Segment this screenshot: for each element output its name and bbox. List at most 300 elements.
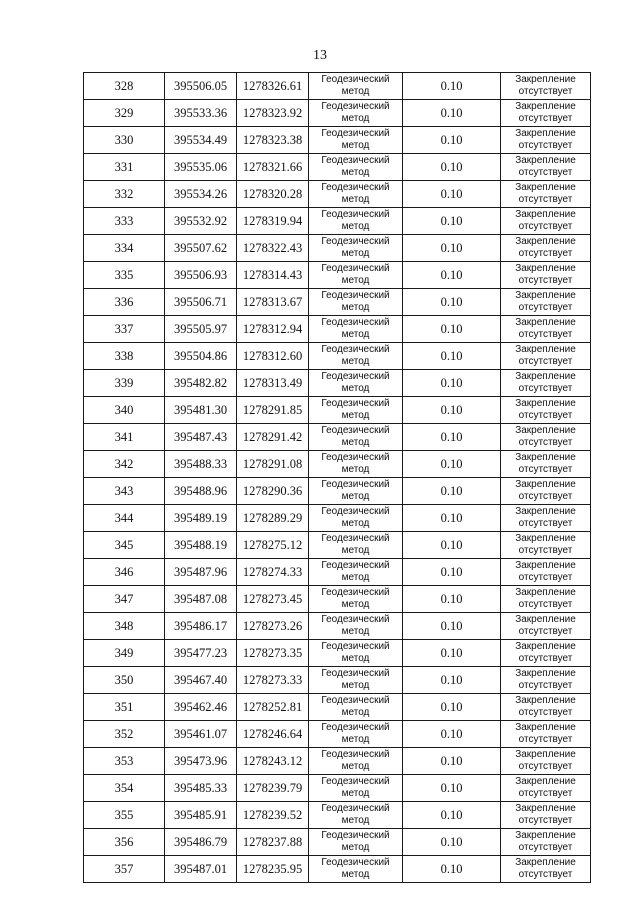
method-line-1: Геодезический bbox=[321, 344, 390, 355]
table-row bbox=[84, 667, 591, 694]
coordinate-x-cell: 395486.79 bbox=[165, 829, 237, 856]
fixing-line-1: Закрепление bbox=[515, 425, 576, 436]
fixing-line-1: Закрепление bbox=[515, 236, 576, 247]
accuracy-cell: 0.10 bbox=[403, 397, 501, 424]
table-row bbox=[84, 613, 591, 640]
fixing-cell bbox=[501, 478, 591, 505]
fixing-line-1: Закрепление bbox=[515, 776, 576, 787]
coordinate-y-cell: 1278291.85 bbox=[237, 397, 309, 424]
coordinate-x-cell: 395505.97 bbox=[165, 316, 237, 343]
method-line-2: метод bbox=[341, 464, 370, 475]
coordinate-x-cell: 395507.62 bbox=[165, 235, 237, 262]
point-number-cell: 332 bbox=[84, 181, 165, 208]
fixing-line-2: отсутствует bbox=[518, 410, 573, 421]
coordinate-y-cell: 1278291.08 bbox=[237, 451, 309, 478]
method-cell bbox=[309, 505, 403, 532]
fixing-line-1: Закрепление bbox=[515, 560, 576, 571]
fixing-line-1: Закрепление bbox=[515, 128, 576, 139]
method-line-1: Геодезический bbox=[321, 641, 390, 652]
accuracy-cell: 0.10 bbox=[403, 586, 501, 613]
fixing-line-2: отсутствует bbox=[518, 464, 573, 475]
accuracy-cell: 0.10 bbox=[403, 424, 501, 451]
table-row bbox=[84, 586, 591, 613]
accuracy-cell: 0.10 bbox=[403, 829, 501, 856]
method-cell bbox=[309, 451, 403, 478]
method-line-1: Геодезический bbox=[321, 668, 390, 679]
method-cell bbox=[309, 154, 403, 181]
table-row bbox=[84, 505, 591, 532]
point-number-cell: 350 bbox=[84, 667, 165, 694]
method-line-1: Геодезический bbox=[321, 533, 390, 544]
accuracy-cell: 0.10 bbox=[403, 856, 501, 883]
method-line-1: Геодезический bbox=[321, 209, 390, 220]
fixing-line-2: отсутствует bbox=[518, 194, 573, 205]
coordinate-x-cell: 395488.96 bbox=[165, 478, 237, 505]
fixing-line-1: Закрепление bbox=[515, 101, 576, 112]
coordinate-x-cell: 395532.92 bbox=[165, 208, 237, 235]
fixing-line-1: Закрепление bbox=[515, 803, 576, 814]
coordinate-y-cell: 1278252.81 bbox=[237, 694, 309, 721]
fixing-line-1: Закрепление bbox=[515, 641, 576, 652]
fixing-line-1: Закрепление bbox=[515, 263, 576, 274]
fixing-cell bbox=[501, 262, 591, 289]
method-cell bbox=[309, 343, 403, 370]
fixing-cell bbox=[501, 667, 591, 694]
fixing-line-2: отсутствует bbox=[518, 302, 573, 313]
method-cell bbox=[309, 289, 403, 316]
fixing-line-1: Закрепление bbox=[515, 695, 576, 706]
fixing-cell bbox=[501, 316, 591, 343]
accuracy-cell: 0.10 bbox=[403, 505, 501, 532]
table-row bbox=[84, 181, 591, 208]
point-number-cell: 329 bbox=[84, 100, 165, 127]
accuracy-cell: 0.10 bbox=[403, 775, 501, 802]
table-row bbox=[84, 343, 591, 370]
fixing-line-2: отсутствует bbox=[518, 842, 573, 853]
table-row bbox=[84, 316, 591, 343]
fixing-line-2: отсутствует bbox=[518, 113, 573, 124]
fixing-line-1: Закрепление bbox=[515, 155, 576, 166]
method-cell bbox=[309, 397, 403, 424]
table-row bbox=[84, 127, 591, 154]
accuracy-cell: 0.10 bbox=[403, 235, 501, 262]
method-line-2: метод bbox=[341, 275, 370, 286]
coordinate-y-cell: 1278312.60 bbox=[237, 343, 309, 370]
method-line-2: метод bbox=[341, 707, 370, 718]
fixing-cell bbox=[501, 289, 591, 316]
fixing-line-2: отсутствует bbox=[518, 599, 573, 610]
accuracy-cell: 0.10 bbox=[403, 316, 501, 343]
coordinate-x-cell: 395533.36 bbox=[165, 100, 237, 127]
fixing-line-1: Закрепление bbox=[515, 317, 576, 328]
coordinate-x-cell: 395504.86 bbox=[165, 343, 237, 370]
method-line-2: метод bbox=[341, 491, 370, 502]
fixing-line-1: Закрепление bbox=[515, 587, 576, 598]
table-row bbox=[84, 559, 591, 586]
method-cell bbox=[309, 559, 403, 586]
method-cell bbox=[309, 694, 403, 721]
table-row bbox=[84, 289, 591, 316]
fixing-line-2: отсутствует bbox=[518, 437, 573, 448]
fixing-cell bbox=[501, 451, 591, 478]
fixing-line-1: Закрепление bbox=[515, 749, 576, 760]
method-line-2: метод bbox=[341, 140, 370, 151]
table-row bbox=[84, 208, 591, 235]
method-line-2: метод bbox=[341, 86, 370, 97]
fixing-line-2: отсутствует bbox=[518, 248, 573, 259]
method-line-2: метод bbox=[341, 194, 370, 205]
point-number-cell: 330 bbox=[84, 127, 165, 154]
coordinate-x-cell: 395534.49 bbox=[165, 127, 237, 154]
accuracy-cell: 0.10 bbox=[403, 100, 501, 127]
point-number-cell: 341 bbox=[84, 424, 165, 451]
point-number-cell: 356 bbox=[84, 829, 165, 856]
fixing-cell bbox=[501, 208, 591, 235]
coordinate-x-cell: 395461.07 bbox=[165, 721, 237, 748]
method-line-2: метод bbox=[341, 383, 370, 394]
accuracy-cell: 0.10 bbox=[403, 667, 501, 694]
fixing-line-1: Закрепление bbox=[515, 533, 576, 544]
accuracy-cell: 0.10 bbox=[403, 748, 501, 775]
table-row bbox=[84, 721, 591, 748]
fixing-cell bbox=[501, 748, 591, 775]
point-number-cell: 342 bbox=[84, 451, 165, 478]
fixing-line-1: Закрепление bbox=[515, 344, 576, 355]
method-line-2: метод bbox=[341, 842, 370, 853]
fixing-line-1: Закрепление bbox=[515, 830, 576, 841]
coordinate-y-cell: 1278313.67 bbox=[237, 289, 309, 316]
method-cell bbox=[309, 667, 403, 694]
accuracy-cell: 0.10 bbox=[403, 802, 501, 829]
accuracy-cell: 0.10 bbox=[403, 721, 501, 748]
point-number-cell: 331 bbox=[84, 154, 165, 181]
method-cell bbox=[309, 235, 403, 262]
fixing-cell bbox=[501, 343, 591, 370]
coordinate-x-cell: 395506.93 bbox=[165, 262, 237, 289]
point-number-cell: 348 bbox=[84, 613, 165, 640]
method-cell bbox=[309, 640, 403, 667]
point-number-cell: 343 bbox=[84, 478, 165, 505]
method-line-2: метод bbox=[341, 734, 370, 745]
coordinate-y-cell: 1278312.94 bbox=[237, 316, 309, 343]
accuracy-cell: 0.10 bbox=[403, 262, 501, 289]
method-line-2: метод bbox=[341, 437, 370, 448]
coordinate-y-cell: 1278323.92 bbox=[237, 100, 309, 127]
fixing-cell bbox=[501, 802, 591, 829]
coordinate-x-cell: 395482.82 bbox=[165, 370, 237, 397]
fixing-line-2: отсутствует bbox=[518, 680, 573, 691]
method-line-2: метод bbox=[341, 572, 370, 583]
fixing-line-1: Закрепление bbox=[515, 182, 576, 193]
method-cell bbox=[309, 748, 403, 775]
method-line-2: метод bbox=[341, 248, 370, 259]
fixing-cell bbox=[501, 532, 591, 559]
method-line-2: метод bbox=[341, 599, 370, 610]
coordinate-y-cell: 1278275.12 bbox=[237, 532, 309, 559]
coordinate-x-cell: 395488.19 bbox=[165, 532, 237, 559]
method-line-1: Геодезический bbox=[321, 398, 390, 409]
coordinate-x-cell: 395467.40 bbox=[165, 667, 237, 694]
fixing-line-1: Закрепление bbox=[515, 857, 576, 868]
fixing-cell bbox=[501, 694, 591, 721]
fixing-line-2: отсутствует bbox=[518, 572, 573, 583]
fixing-line-2: отсутствует bbox=[518, 815, 573, 826]
table-row bbox=[84, 100, 591, 127]
point-number-cell: 347 bbox=[84, 586, 165, 613]
accuracy-cell: 0.10 bbox=[403, 73, 501, 100]
fixing-cell bbox=[501, 613, 591, 640]
method-line-1: Геодезический bbox=[321, 614, 390, 625]
method-line-2: метод bbox=[341, 167, 370, 178]
accuracy-cell: 0.10 bbox=[403, 370, 501, 397]
method-line-1: Геодезический bbox=[321, 236, 390, 247]
table-row bbox=[84, 532, 591, 559]
accuracy-cell: 0.10 bbox=[403, 343, 501, 370]
point-number-cell: 340 bbox=[84, 397, 165, 424]
fixing-line-1: Закрепление bbox=[515, 506, 576, 517]
table-row bbox=[84, 640, 591, 667]
fixing-line-2: отсутствует bbox=[518, 221, 573, 232]
method-line-1: Геодезический bbox=[321, 695, 390, 706]
coordinate-x-cell: 395489.19 bbox=[165, 505, 237, 532]
method-cell bbox=[309, 73, 403, 100]
method-line-1: Геодезический bbox=[321, 452, 390, 463]
coordinate-y-cell: 1278273.33 bbox=[237, 667, 309, 694]
page-number: 13 bbox=[313, 48, 327, 63]
fixing-line-2: отсутствует bbox=[518, 626, 573, 637]
method-line-1: Геодезический bbox=[321, 155, 390, 166]
fixing-line-2: отсутствует bbox=[518, 383, 573, 394]
coordinate-y-cell: 1278313.49 bbox=[237, 370, 309, 397]
fixing-line-1: Закрепление bbox=[515, 209, 576, 220]
accuracy-cell: 0.10 bbox=[403, 181, 501, 208]
table-row bbox=[84, 775, 591, 802]
method-line-2: метод bbox=[341, 869, 370, 880]
table-row bbox=[84, 856, 591, 883]
coordinate-x-cell: 395487.01 bbox=[165, 856, 237, 883]
method-line-2: метод bbox=[341, 653, 370, 664]
coordinate-y-cell: 1278235.95 bbox=[237, 856, 309, 883]
coordinate-y-cell: 1278246.64 bbox=[237, 721, 309, 748]
fixing-cell bbox=[501, 235, 591, 262]
fixing-cell bbox=[501, 181, 591, 208]
method-line-1: Геодезический bbox=[321, 749, 390, 760]
coordinate-x-cell: 395534.26 bbox=[165, 181, 237, 208]
method-line-1: Геодезический bbox=[321, 479, 390, 490]
fixing-line-2: отсутствует bbox=[518, 86, 573, 97]
method-line-1: Геодезический bbox=[321, 263, 390, 274]
fixing-cell bbox=[501, 100, 591, 127]
fixing-line-2: отсутствует bbox=[518, 140, 573, 151]
accuracy-cell: 0.10 bbox=[403, 289, 501, 316]
method-line-1: Геодезический bbox=[321, 128, 390, 139]
method-cell bbox=[309, 424, 403, 451]
method-line-1: Геодезический bbox=[321, 587, 390, 598]
point-number-cell: 357 bbox=[84, 856, 165, 883]
method-cell bbox=[309, 316, 403, 343]
accuracy-cell: 0.10 bbox=[403, 208, 501, 235]
point-number-cell: 333 bbox=[84, 208, 165, 235]
method-cell bbox=[309, 100, 403, 127]
point-number-cell: 339 bbox=[84, 370, 165, 397]
method-line-2: метод bbox=[341, 356, 370, 367]
method-line-1: Геодезический bbox=[321, 803, 390, 814]
method-cell bbox=[309, 127, 403, 154]
fixing-cell bbox=[501, 721, 591, 748]
accuracy-cell: 0.10 bbox=[403, 694, 501, 721]
fixing-line-2: отсутствует bbox=[518, 356, 573, 367]
coordinate-x-cell: 395487.08 bbox=[165, 586, 237, 613]
coordinate-x-cell: 395506.05 bbox=[165, 73, 237, 100]
fixing-line-2: отсутствует bbox=[518, 761, 573, 772]
fixing-cell bbox=[501, 397, 591, 424]
table-row bbox=[84, 451, 591, 478]
method-cell bbox=[309, 208, 403, 235]
accuracy-cell: 0.10 bbox=[403, 127, 501, 154]
method-line-2: метод bbox=[341, 815, 370, 826]
table-row bbox=[84, 424, 591, 451]
fixing-cell bbox=[501, 424, 591, 451]
method-line-2: метод bbox=[341, 761, 370, 772]
method-line-2: метод bbox=[341, 221, 370, 232]
method-cell bbox=[309, 829, 403, 856]
point-number-cell: 334 bbox=[84, 235, 165, 262]
point-number-cell: 338 bbox=[84, 343, 165, 370]
coordinate-x-cell: 395485.33 bbox=[165, 775, 237, 802]
method-cell bbox=[309, 802, 403, 829]
fixing-line-1: Закрепление bbox=[515, 452, 576, 463]
table-row bbox=[84, 370, 591, 397]
point-number-cell: 355 bbox=[84, 802, 165, 829]
table-row bbox=[84, 397, 591, 424]
method-cell bbox=[309, 613, 403, 640]
coordinate-x-cell: 395487.43 bbox=[165, 424, 237, 451]
method-line-1: Геодезический bbox=[321, 74, 390, 85]
coordinates-table bbox=[83, 72, 591, 883]
fixing-line-1: Закрепление bbox=[515, 371, 576, 382]
method-line-2: метод bbox=[341, 788, 370, 799]
method-line-2: метод bbox=[341, 410, 370, 421]
coordinate-x-cell: 395481.30 bbox=[165, 397, 237, 424]
fixing-line-2: отсутствует bbox=[518, 788, 573, 799]
point-number-cell: 337 bbox=[84, 316, 165, 343]
table-row bbox=[84, 478, 591, 505]
method-cell bbox=[309, 478, 403, 505]
coordinate-y-cell: 1278314.43 bbox=[237, 262, 309, 289]
method-line-1: Геодезический bbox=[321, 317, 390, 328]
coordinate-y-cell: 1278320.28 bbox=[237, 181, 309, 208]
accuracy-cell: 0.10 bbox=[403, 613, 501, 640]
table-row bbox=[84, 829, 591, 856]
coordinate-y-cell: 1278239.79 bbox=[237, 775, 309, 802]
coordinate-x-cell: 395487.96 bbox=[165, 559, 237, 586]
method-line-1: Геодезический bbox=[321, 857, 390, 868]
coordinate-y-cell: 1278273.26 bbox=[237, 613, 309, 640]
accuracy-cell: 0.10 bbox=[403, 532, 501, 559]
accuracy-cell: 0.10 bbox=[403, 154, 501, 181]
coordinate-y-cell: 1278290.36 bbox=[237, 478, 309, 505]
table-row bbox=[84, 235, 591, 262]
method-line-1: Геодезический bbox=[321, 722, 390, 733]
coordinate-y-cell: 1278322.43 bbox=[237, 235, 309, 262]
point-number-cell: 328 bbox=[84, 73, 165, 100]
fixing-cell bbox=[501, 127, 591, 154]
point-number-cell: 351 bbox=[84, 694, 165, 721]
fixing-cell bbox=[501, 73, 591, 100]
method-line-2: метод bbox=[341, 626, 370, 637]
method-line-2: метод bbox=[341, 302, 370, 313]
coordinate-y-cell: 1278289.29 bbox=[237, 505, 309, 532]
method-line-1: Геодезический bbox=[321, 425, 390, 436]
fixing-line-2: отсутствует bbox=[518, 707, 573, 718]
point-number-cell: 345 bbox=[84, 532, 165, 559]
coordinate-y-cell: 1278273.35 bbox=[237, 640, 309, 667]
point-number-cell: 353 bbox=[84, 748, 165, 775]
fixing-line-2: отсутствует bbox=[518, 653, 573, 664]
coordinate-x-cell: 395506.71 bbox=[165, 289, 237, 316]
coordinate-y-cell: 1278321.66 bbox=[237, 154, 309, 181]
table-row bbox=[84, 748, 591, 775]
method-line-2: метод bbox=[341, 329, 370, 340]
fixing-line-2: отсутствует bbox=[518, 518, 573, 529]
fixing-line-1: Закрепление bbox=[515, 398, 576, 409]
fixing-cell bbox=[501, 370, 591, 397]
method-cell bbox=[309, 181, 403, 208]
fixing-line-2: отсутствует bbox=[518, 545, 573, 556]
method-line-1: Геодезический bbox=[321, 560, 390, 571]
point-number-cell: 335 bbox=[84, 262, 165, 289]
method-line-1: Геодезический bbox=[321, 101, 390, 112]
point-number-cell: 344 bbox=[84, 505, 165, 532]
accuracy-cell: 0.10 bbox=[403, 559, 501, 586]
coordinate-y-cell: 1278323.38 bbox=[237, 127, 309, 154]
fixing-cell bbox=[501, 640, 591, 667]
point-number-cell: 354 bbox=[84, 775, 165, 802]
accuracy-cell: 0.10 bbox=[403, 478, 501, 505]
coordinate-y-cell: 1278291.42 bbox=[237, 424, 309, 451]
fixing-line-2: отсутствует bbox=[518, 275, 573, 286]
method-cell bbox=[309, 532, 403, 559]
fixing-line-1: Закрепление bbox=[515, 668, 576, 679]
coordinate-x-cell: 395473.96 bbox=[165, 748, 237, 775]
fixing-line-2: отсутствует bbox=[518, 869, 573, 880]
coordinate-x-cell: 395486.17 bbox=[165, 613, 237, 640]
method-line-1: Геодезический bbox=[321, 776, 390, 787]
fixing-line-2: отсутствует bbox=[518, 167, 573, 178]
coordinate-y-cell: 1278326.61 bbox=[237, 73, 309, 100]
coordinate-y-cell: 1278274.33 bbox=[237, 559, 309, 586]
fixing-cell bbox=[501, 559, 591, 586]
fixing-cell bbox=[501, 505, 591, 532]
coordinate-x-cell: 395535.06 bbox=[165, 154, 237, 181]
fixing-line-2: отсутствует bbox=[518, 491, 573, 502]
method-line-1: Геодезический bbox=[321, 290, 390, 301]
table-row bbox=[84, 802, 591, 829]
point-number-cell: 346 bbox=[84, 559, 165, 586]
table-row bbox=[84, 73, 591, 100]
coordinate-y-cell: 1278319.94 bbox=[237, 208, 309, 235]
fixing-cell bbox=[501, 856, 591, 883]
fixing-line-2: отсутствует bbox=[518, 734, 573, 745]
method-line-1: Геодезический bbox=[321, 830, 390, 841]
coordinate-x-cell: 395477.23 bbox=[165, 640, 237, 667]
method-line-2: метод bbox=[341, 518, 370, 529]
accuracy-cell: 0.10 bbox=[403, 640, 501, 667]
point-number-cell: 352 bbox=[84, 721, 165, 748]
method-line-1: Геодезический bbox=[321, 182, 390, 193]
fixing-line-2: отсутствует bbox=[518, 329, 573, 340]
fixing-line-1: Закрепление bbox=[515, 479, 576, 490]
